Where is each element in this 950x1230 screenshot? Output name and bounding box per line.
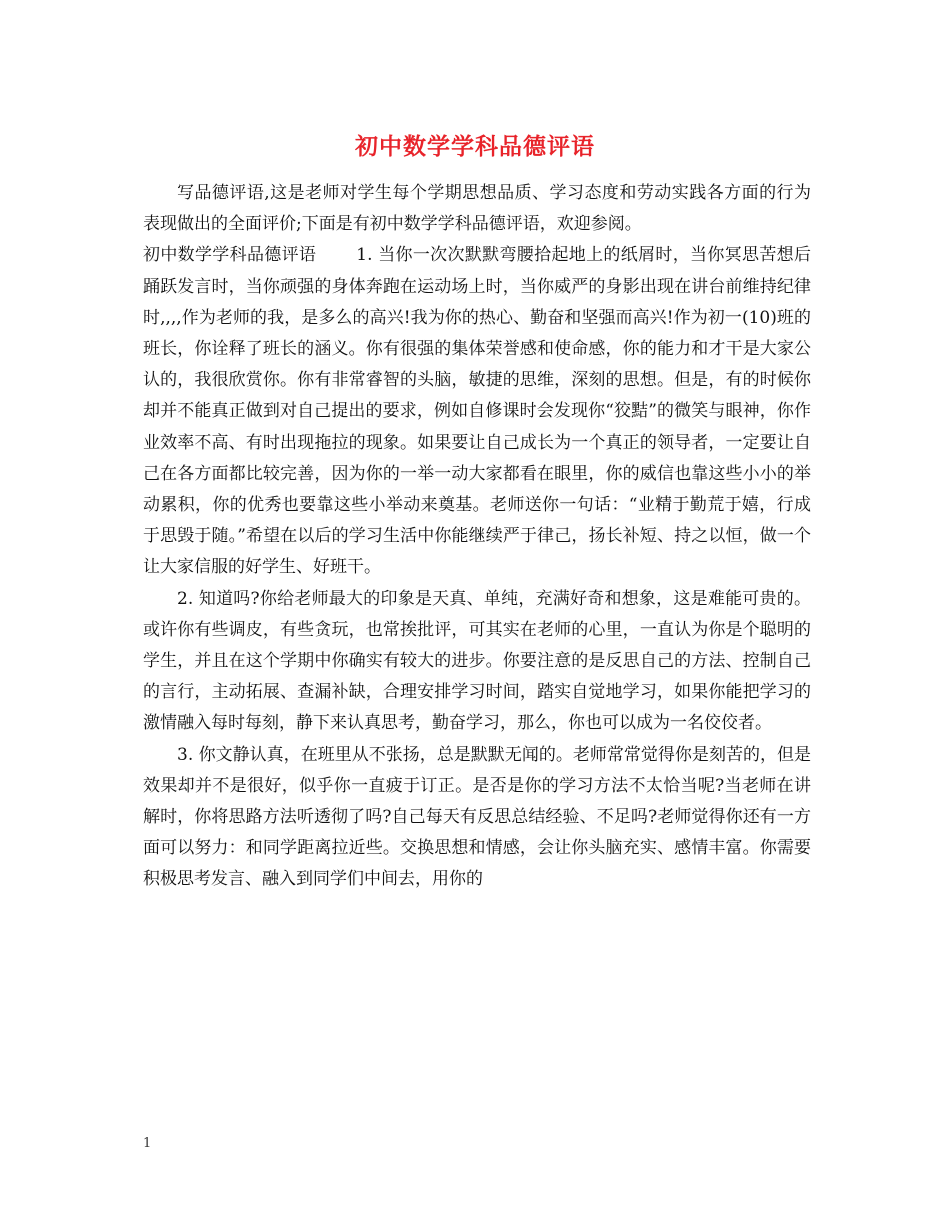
item-1-paragraph (143, 240, 811, 583)
item-3-paragraph: 3. 你文静认真，在班里从不张扬，总是默默无闻的。老师常常觉得你是刻苦的，但是效果却并不是很好，似乎你一直疲于订正。是否是你的学习方法不太恰当呢?当老师在讲解时，你将思路方法听透彻了吗?自己每天有反思总结经验、不足吗?老师觉得你还有一方面可以努力：和同学距离拉近些。交换思想和情感，会让你头脑充实、感情丰富。你需要积极思考发言、融入到同学们中间去，用你的 (143, 744, 811, 890)
intro-paragraph: 写品德评语,这是老师对学生每个学期思想品质、学习态度和劳动实践各方面的行为表现做出的全面评价;下面是有初中数学学科品德评语，欢迎参阅。 (143, 183, 811, 235)
page-number: 1 (143, 1136, 152, 1151)
document-title: 初中数学学科品德评语 (355, 133, 595, 160)
item-2-paragraph: 2. 知道吗?你给老师最大的印象是天真、单纯，充满好奇和想象，这是难能可贵的。或许你有些调皮，有些贪玩，也常挨批评，可其实在老师的心里，一直认为你是个聪明的学生，并且在这个学期中你确实有较大的进步。你要注意的是反思自己的方法、控制自己的言行，主动拓展、查漏补缺，合理安排学习时间，踏实自觉地学习，如果你能把学习的激情融入每时每刻，静下来认真思考，勤奋学习，那么，你也可以成为一名佼佼者。 (143, 588, 811, 734)
document-body (143, 178, 811, 896)
section-label: 初中数学学科品德评语 (143, 245, 317, 266)
item-1-text: 1. 当你一次次默默弯腰拾起地上的纸屑时，当你冥思苦想后踊跃发言时，当你顽强的身体奔跑在运动场上时，当你威严的身影出现在讲台前维持纪律时,,,,作为老师的我，是多么的高兴!我为你的热心、勤奋和坚强而高兴!作为初一(10)班的班长，你诠释了班长的涵义。你有很强的集体荣誉感和使命感，你的能力和才干是大家公认的，我很欣赏你。你有非常睿智的头脑，敏捷的思维，深刻的思想。但是，有的时候你却并不能真正做到对自己提出的要求，例如自修课时会发现你“狡黠”的微笑与眼神，你作业效率不高、有时出现拖拉的现象。如果要让自己成长为一个真正的领导者，一定要让自己在各方面都比较完善，因为你的一举一动大家都看在眼里，你的威信也靠这些小小的举动累积，你的优秀也要靠这些小举动来奠基。老师送你一句话：“业精于勤荒于嬉，行成于思毁于随。”希望在以后的学习生活中你能继续严于律己，扬长补短、持之以恒，做一个让大家信服的好学生、好班干。 (143, 245, 811, 578)
